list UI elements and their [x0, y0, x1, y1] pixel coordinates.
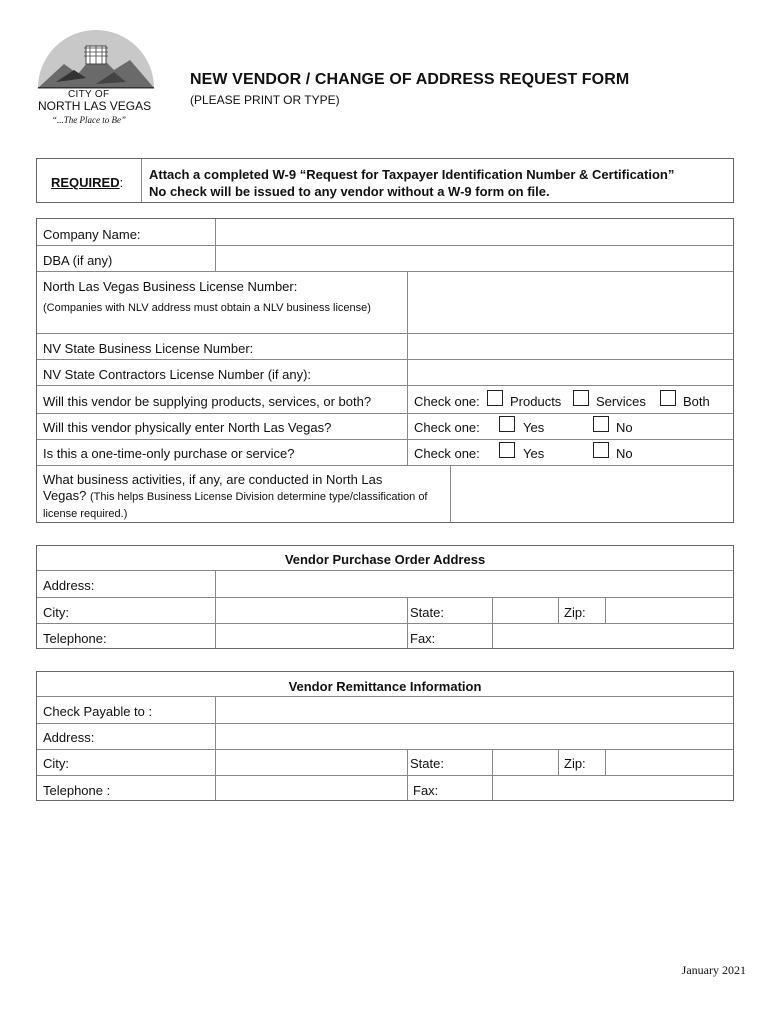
po-telephone-label: Telephone:	[43, 631, 107, 646]
supply-check-one: Check one:	[414, 394, 480, 409]
remit-zip-label: Zip:	[564, 756, 586, 771]
vendor-info-table	[36, 218, 734, 523]
remit-fax-label: Fax:	[413, 783, 439, 798]
services-checkbox[interactable]	[573, 390, 589, 406]
check-payable-label: Check Payable to :	[43, 704, 153, 719]
city-logo	[34, 20, 158, 130]
w9-instruction: Attach a completed W-9 “Request for Taxpayer Identification Number & Certification”	[149, 167, 675, 182]
nv-license-field[interactable]	[408, 333, 733, 359]
activities-note: (This helps Business License Division determine type/classification of license required.)	[43, 491, 428, 520]
nlv-license-label: North Las Vegas Business License Number:	[43, 279, 298, 294]
po-city-field[interactable]	[216, 597, 407, 623]
nv-license-label: NV State Business License Number:	[43, 341, 254, 356]
po-address-table	[36, 545, 734, 649]
po-city-label: City:	[43, 605, 69, 620]
enter-yes-checkbox[interactable]	[499, 416, 515, 432]
nv-contractors-field[interactable]	[408, 359, 733, 385]
po-zip-label: Zip:	[564, 605, 586, 620]
city-seal-icon	[34, 20, 158, 130]
remit-telephone-label: Telephone :	[43, 783, 111, 798]
po-zip-field[interactable]	[606, 597, 733, 623]
po-fax-label: Fax:	[410, 631, 436, 646]
products-label: Products	[510, 394, 562, 409]
supply-question: Will this vendor be supplying products, services, or both?	[43, 394, 372, 409]
remit-city-label: City:	[43, 756, 69, 771]
dba-label: DBA (if any)	[43, 253, 113, 268]
remit-fax-field[interactable]	[493, 775, 733, 800]
dba-field[interactable]	[216, 245, 733, 271]
enter-yes-label: Yes	[523, 420, 545, 435]
nlv-license-field[interactable]	[408, 271, 733, 333]
remit-zip-field[interactable]	[606, 749, 733, 775]
po-address-heading: Vendor Purchase Order Address	[284, 552, 486, 567]
w9-warning: No check will be issued to any vendor without a W-9 form on file.	[149, 184, 550, 199]
remit-state-label: State:	[410, 756, 444, 771]
nv-contractors-label: NV State Contractors License Number (if any):	[43, 367, 312, 382]
both-checkbox[interactable]	[660, 390, 676, 406]
logo-text-north-las-vegas: NORTH LAS VEGAS	[38, 99, 152, 113]
po-address-label: Address:	[43, 578, 95, 593]
logo-text-city-of: CITY OF	[68, 89, 110, 100]
remittance-heading: Vendor Remittance Information	[288, 679, 482, 694]
form-subtitle: (PLEASE PRINT OR TYPE)	[190, 93, 340, 107]
revision-date: January 2021	[681, 963, 746, 977]
po-state-field[interactable]	[493, 597, 558, 623]
nlv-license-note: (Companies with NLV address must obtain a NLV business license)	[43, 302, 371, 314]
onetime-yes-label: Yes	[523, 446, 545, 461]
company-name-field[interactable]	[216, 219, 733, 245]
onetime-check-one: Check one:	[414, 446, 480, 461]
onetime-no-checkbox[interactable]	[593, 442, 609, 458]
one-time-question: Is this a one-time-only purchase or service?	[43, 446, 295, 461]
po-fax-field[interactable]	[493, 623, 733, 648]
services-label: Services	[596, 394, 646, 409]
enter-no-checkbox[interactable]	[593, 416, 609, 432]
form-title: NEW VENDOR / CHANGE OF ADDRESS REQUEST FORM	[190, 71, 630, 88]
products-checkbox[interactable]	[487, 390, 503, 406]
remit-state-field[interactable]	[493, 749, 558, 775]
enter-no-label: No	[616, 420, 633, 435]
enter-nlv-question: Will this vendor physically enter North Las Vegas?	[43, 420, 332, 435]
required-box	[36, 158, 734, 203]
onetime-no-label: No	[616, 446, 633, 461]
remit-telephone-field[interactable]	[216, 775, 407, 800]
po-telephone-field[interactable]	[216, 623, 407, 648]
remit-address-label: Address:	[43, 730, 95, 745]
po-state-label: State:	[410, 605, 444, 620]
remit-city-field[interactable]	[216, 749, 407, 775]
both-label: Both	[683, 394, 710, 409]
remittance-table	[36, 671, 734, 801]
activities-field[interactable]	[451, 465, 733, 523]
activities-question-cont: Vegas? (This helps Business License Division determine type/classification of license required.)	[43, 488, 428, 520]
check-payable-field[interactable]	[216, 696, 733, 723]
company-name-label: Company Name:	[43, 227, 141, 242]
required-label: REQUIRED:	[51, 175, 124, 190]
enter-check-one: Check one:	[414, 420, 480, 435]
logo-tagline: “...The Place to Be”	[52, 115, 126, 125]
remit-address-field[interactable]	[216, 723, 733, 749]
onetime-yes-checkbox[interactable]	[499, 442, 515, 458]
activities-question: What business activities, if any, are conducted in North Las	[43, 472, 383, 487]
po-address-field[interactable]	[216, 570, 733, 597]
